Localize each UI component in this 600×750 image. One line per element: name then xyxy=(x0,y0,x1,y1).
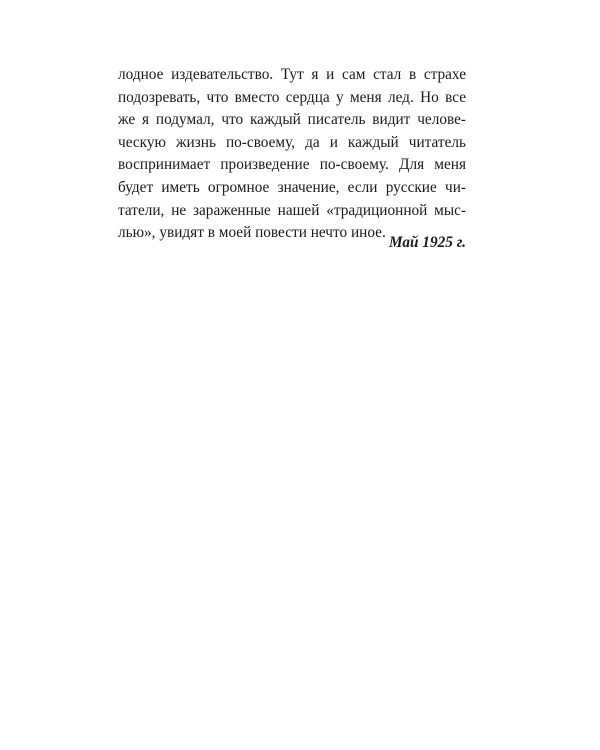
paragraph xyxy=(118,64,466,245)
paragraph-line-3: же я подумал, что каждый писатель видит челове- xyxy=(118,111,466,129)
paragraph-line-5: воспринимает произведение по-своему. Для меня xyxy=(118,156,466,174)
paragraph-line-1: лодное издевательство. Тут я и сам стал в страхе xyxy=(118,66,466,83)
date-signature: Май 1925 г. xyxy=(388,234,466,251)
paragraph-line-8: лью», увидят в моей повести нечто иное. xyxy=(118,224,386,242)
paragraph-line-7: татели, не зараженные нашей «традиционной мыс- xyxy=(118,201,466,219)
paragraph-line-6: будет иметь огромное значение, если русские чи- xyxy=(118,178,466,196)
paragraph-line-4: ческую жизнь по-своему, да и каждый читатель xyxy=(118,133,466,151)
paragraph-line-2: подозревать, что вместо сердца у меня лед. Но все xyxy=(118,88,466,106)
